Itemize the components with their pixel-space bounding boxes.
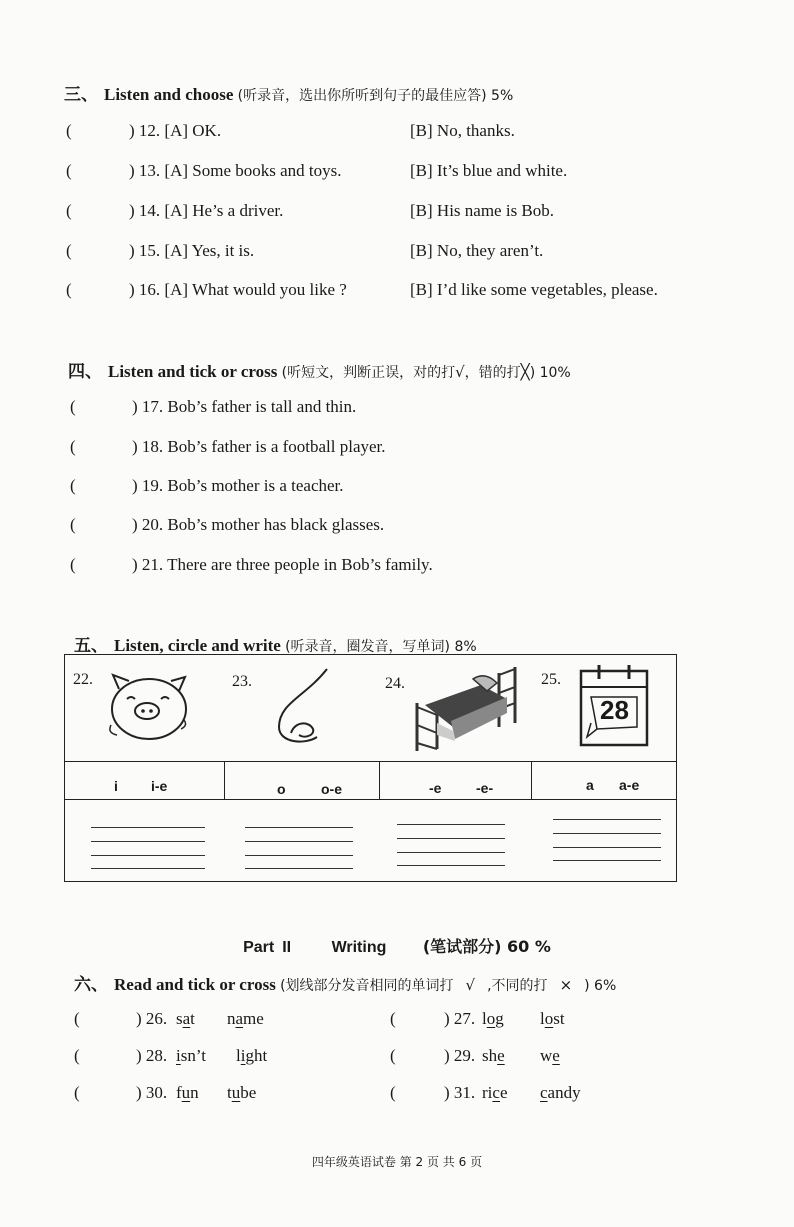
phonics-option[interactable]: -e bbox=[429, 780, 442, 796]
nose-icon bbox=[265, 667, 345, 749]
question-options: ) 13. [A] Some books and toys. bbox=[129, 161, 342, 180]
question-row bbox=[0, 476, 794, 500]
section-number: 六、 bbox=[74, 975, 108, 995]
option-b: [B] No, they aren’t. bbox=[410, 241, 544, 260]
word-1: sat bbox=[176, 1009, 195, 1028]
question-number: ) 27. bbox=[444, 1009, 476, 1028]
word-2: we bbox=[540, 1046, 560, 1065]
section-number: 四、 bbox=[68, 362, 102, 382]
part-note: (笔试部分) 60 % bbox=[422, 937, 551, 956]
question-row bbox=[0, 241, 794, 265]
answer-paren[interactable]: ( bbox=[66, 121, 72, 140]
question-number: ) 30. bbox=[136, 1083, 168, 1102]
word-2: tube bbox=[227, 1083, 257, 1102]
answer-paren[interactable]: ( bbox=[74, 1009, 80, 1028]
pig-face-icon bbox=[105, 669, 189, 745]
question-row bbox=[0, 1083, 794, 1107]
section-title: Listen and tick or cross bbox=[108, 362, 278, 381]
question-number: ) 29. bbox=[444, 1046, 476, 1065]
section-5-heading bbox=[74, 631, 477, 656]
phonics-option[interactable]: -e- bbox=[476, 780, 494, 796]
section-6-heading bbox=[74, 970, 616, 995]
part-2-heading bbox=[0, 934, 794, 957]
tick-icon: √ bbox=[465, 976, 476, 994]
answer-paren[interactable]: ( bbox=[74, 1083, 80, 1102]
word-2: light bbox=[236, 1046, 268, 1065]
section-4-heading bbox=[68, 357, 571, 382]
section-instruction: (听录音，选出你所听到句子的最佳应答) 5% bbox=[237, 88, 514, 104]
bed-icon bbox=[411, 663, 521, 755]
phonics-option[interactable]: a-e bbox=[619, 777, 640, 793]
section-title: Listen, circle and write bbox=[114, 636, 281, 655]
item-number: 23. bbox=[232, 673, 252, 690]
answer-paren[interactable]: ( bbox=[66, 241, 72, 260]
answer-paren[interactable]: ( bbox=[390, 1046, 396, 1065]
cross-icon: ╳ bbox=[520, 363, 530, 381]
question-row bbox=[0, 1009, 794, 1033]
question-row bbox=[0, 1046, 794, 1070]
section-title: Read and tick or cross bbox=[114, 975, 276, 994]
calendar-day: 28 bbox=[600, 695, 629, 725]
question-options: ) 16. [A] What would you like ? bbox=[129, 280, 347, 299]
option-b: [B] No, thanks. bbox=[410, 121, 515, 140]
statement: ) 17. Bob’s father is tall and thin. bbox=[132, 397, 357, 416]
answer-paren[interactable]: ( bbox=[70, 555, 76, 574]
phonics-option[interactable]: i-e bbox=[151, 778, 168, 794]
question-row bbox=[0, 121, 794, 145]
answer-paren[interactable]: ( bbox=[66, 201, 72, 220]
part-roman: II bbox=[282, 939, 292, 956]
listen-circle-write-table bbox=[64, 654, 677, 882]
item-number: 25. bbox=[541, 671, 561, 688]
word-2: candy bbox=[540, 1083, 581, 1102]
part-label: Part bbox=[243, 939, 275, 956]
answer-paren[interactable]: ( bbox=[70, 476, 76, 495]
part-name: Writing bbox=[331, 939, 387, 956]
question-options: ) 14. [A] He’s a driver. bbox=[129, 201, 284, 220]
phonics-option[interactable]: i bbox=[114, 778, 118, 794]
option-b: [B] I’d like some vegetables, please. bbox=[410, 280, 658, 299]
question-row bbox=[0, 397, 794, 421]
answer-paren[interactable]: ( bbox=[74, 1046, 80, 1065]
answer-paren[interactable]: ( bbox=[66, 161, 72, 180]
question-row bbox=[0, 280, 794, 304]
section-number: 五、 bbox=[74, 636, 108, 656]
statement: ) 18. Bob’s father is a football player. bbox=[132, 437, 386, 456]
page-footer: 四年级英语试卷 第 2 页 共 6 页 bbox=[311, 1155, 483, 1169]
option-b: [B] His name is Bob. bbox=[410, 201, 555, 220]
section-title: Listen and choose bbox=[104, 85, 234, 104]
question-options: ) 12. [A] OK. bbox=[129, 121, 222, 140]
answer-paren[interactable]: ( bbox=[70, 437, 76, 456]
section-instruction: (听录音，圈发音，写单词) 8% bbox=[285, 639, 477, 655]
tick-icon: √ bbox=[455, 363, 465, 381]
statement: ) 21. There are three people in Bob’s family. bbox=[132, 555, 433, 574]
item-number: 24. bbox=[385, 675, 405, 692]
phonics-option[interactable]: a bbox=[586, 777, 594, 793]
word-2: lost bbox=[540, 1009, 565, 1028]
item-number: 22. bbox=[73, 671, 93, 688]
statement: ) 19. Bob’s mother is a teacher. bbox=[132, 476, 344, 495]
question-number: ) 28. bbox=[136, 1046, 168, 1065]
answer-paren[interactable]: ( bbox=[70, 515, 76, 534]
phonics-option[interactable]: o bbox=[277, 781, 286, 797]
question-row bbox=[0, 515, 794, 539]
option-b: [B] It’s blue and white. bbox=[410, 161, 568, 180]
question-row bbox=[0, 161, 794, 185]
question-row bbox=[0, 555, 794, 579]
cross-icon: × bbox=[559, 976, 573, 994]
word-2: name bbox=[227, 1009, 264, 1028]
answer-paren[interactable]: ( bbox=[70, 397, 76, 416]
phonics-option[interactable]: o-e bbox=[321, 781, 342, 797]
word-1: fun bbox=[176, 1083, 199, 1102]
section-3-heading bbox=[64, 80, 513, 105]
section-number: 三、 bbox=[64, 85, 98, 105]
question-options: ) 15. [A] Yes, it is. bbox=[129, 241, 255, 260]
statement: ) 20. Bob’s mother has black glasses. bbox=[132, 515, 385, 534]
question-row bbox=[0, 437, 794, 461]
section-instruction: (听短文，判断正误，对的打√，错的打╳) 10% bbox=[281, 363, 571, 381]
question-row bbox=[0, 201, 794, 225]
word-1: log bbox=[482, 1009, 504, 1028]
answer-paren[interactable]: ( bbox=[66, 280, 72, 299]
question-number: ) 26. bbox=[136, 1009, 168, 1028]
answer-paren[interactable]: ( bbox=[390, 1083, 396, 1102]
word-1: rice bbox=[482, 1083, 508, 1102]
answer-paren[interactable]: ( bbox=[390, 1009, 396, 1028]
question-number: ) 31. bbox=[444, 1083, 476, 1102]
section-instruction: (划线部分发音相同的单词打 √ ,不同的打 × ) 6% bbox=[280, 976, 617, 994]
word-1: she bbox=[482, 1046, 505, 1065]
word-1: isn’t bbox=[176, 1046, 206, 1065]
